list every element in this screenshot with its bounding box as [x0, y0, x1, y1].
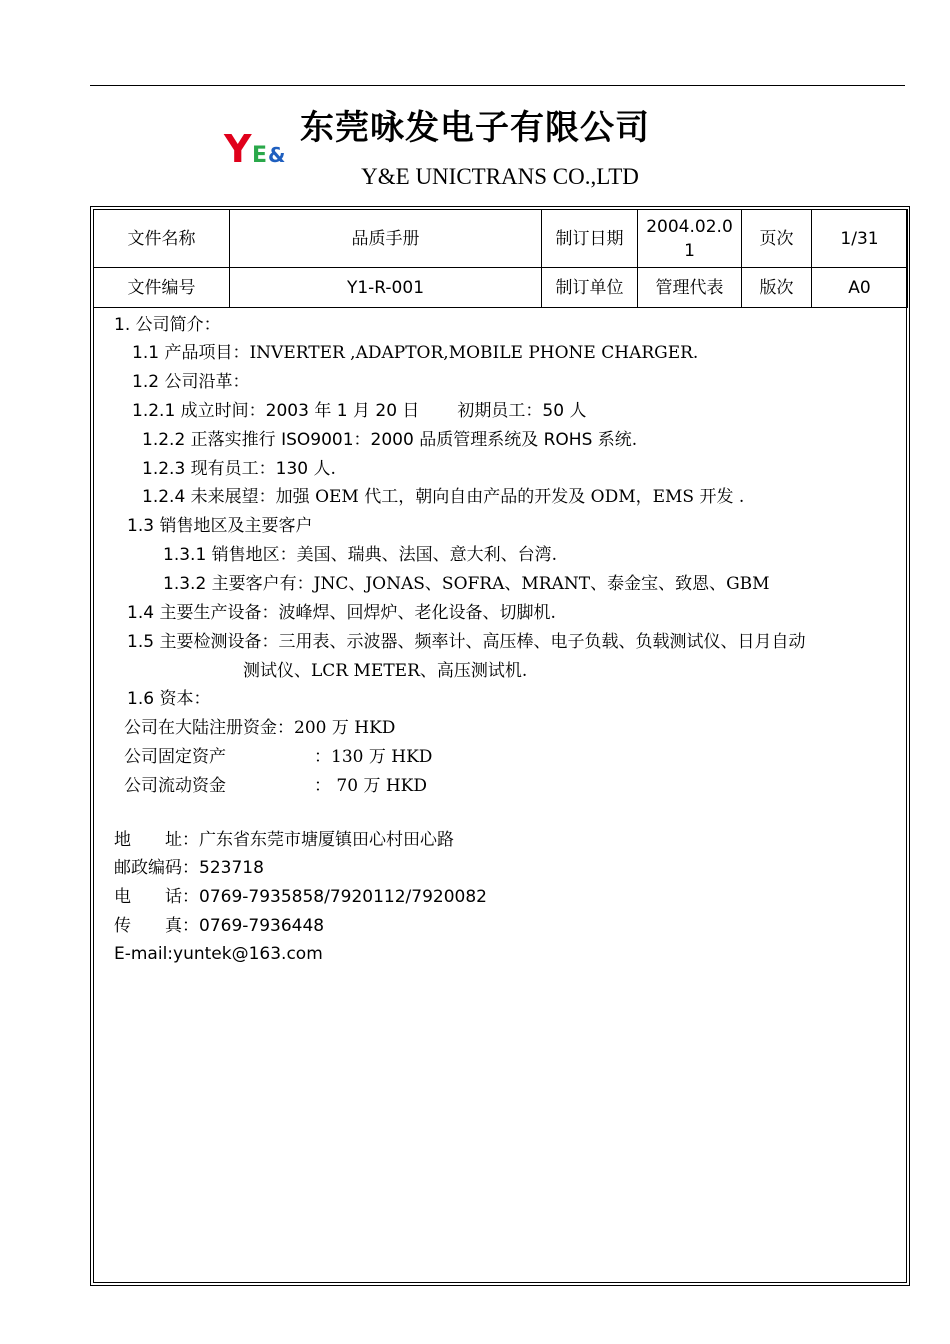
- section-1-2-1: 1.2.1 成立时间：2003 年 1 月 20 日 初期员工：50 人: [132, 401, 587, 421]
- section-1-2-4: 1.2.4 未来展望：加强 OEM 代工，朝向自由产品的开发及 ODM，EMS 开发 .: [142, 487, 745, 507]
- company-name-en: Y&E UNICTRANS CO.,LTD: [361, 164, 639, 189]
- doc-number-value: Y1-R-001: [230, 268, 542, 308]
- doc-name-label: 文件名称: [94, 210, 230, 268]
- table-row: [94, 210, 908, 268]
- top-rule: [90, 85, 905, 86]
- section-1-3: 1.3 销售地区及主要客户: [127, 516, 313, 536]
- section-1-2: 1.2 公司沿革：: [132, 372, 250, 392]
- section-1-2-2: 1.2.2 正落实推行 ISO9001：2000 品质管理系统及 ROHS 系统.: [142, 430, 638, 450]
- phone-line: 电 话：0769-7935858/7920112/7920082: [114, 887, 487, 907]
- document-info-table: [93, 209, 908, 308]
- section-1: 1. 公司简介：: [114, 315, 221, 335]
- section-1-4: 1.4 主要生产设备：波峰焊、回焊炉、老化设备、切脚机.: [127, 603, 556, 623]
- company-name-cn: 东莞咏发电子有限公司: [300, 108, 650, 148]
- section-1-3-2: 1.3.2 主要客户有：JNC、JONAS、SOFRA、MRANT、泰金宝、致恩、GBM: [163, 574, 770, 594]
- section-1-2-3: 1.2.3 现有员工：130 人.: [142, 459, 336, 479]
- doc-number-label: 文件编号: [94, 268, 230, 308]
- doc-name-value: 品质手册: [230, 210, 542, 268]
- section-1-1: 1.1 产品项目：INVERTER ,ADAPTOR,MOBILE PHONE CHARGER.: [132, 343, 699, 363]
- email-line: E-mail:yuntek@163.com: [114, 944, 323, 964]
- address-line: 地 址：广东省东莞市塘厦镇田心村田心路: [114, 830, 454, 850]
- section-1-5: 1.5 主要检测设备：三用表、示波器、频率计、高压棒、电子负载、负载测试仪、日月自动: [127, 632, 806, 652]
- section-1-6: 1.6 资本：: [127, 689, 211, 709]
- doc-unit-value: 管理代表: [638, 268, 742, 308]
- table-row: [94, 268, 908, 308]
- doc-date-label: 制订日期: [542, 210, 638, 268]
- svg-text:Y: Y: [224, 127, 250, 166]
- capital-current: 公司流动资金 ： 70 万 HKD: [124, 776, 427, 796]
- doc-version-label: 版次: [742, 268, 812, 308]
- doc-date-value: 2004.02.01: [638, 210, 742, 268]
- svg-text:E: E: [252, 143, 268, 166]
- doc-page-label: 页次: [742, 210, 812, 268]
- section-1-5-continued: 测试仪、LCR METER、高压测试机.: [243, 661, 528, 681]
- section-1-3-1: 1.3.1 销售地区：美国、瑞典、法国、意大利、台湾.: [163, 545, 558, 565]
- doc-page-value: 1/31: [812, 210, 908, 268]
- doc-unit-label: 制订单位: [542, 268, 638, 308]
- svg-text:&: &: [268, 143, 286, 166]
- doc-version-value: A0: [812, 268, 908, 308]
- fax-line: 传 真：0769-7936448: [114, 916, 325, 936]
- capital-registered: 公司在大陆注册资金：200 万 HKD: [124, 718, 396, 738]
- postcode-line: 邮政编码：523718: [114, 858, 264, 878]
- capital-fixed: 公司固定资产 ：130 万 HKD: [124, 747, 433, 767]
- company-logo: [222, 126, 292, 166]
